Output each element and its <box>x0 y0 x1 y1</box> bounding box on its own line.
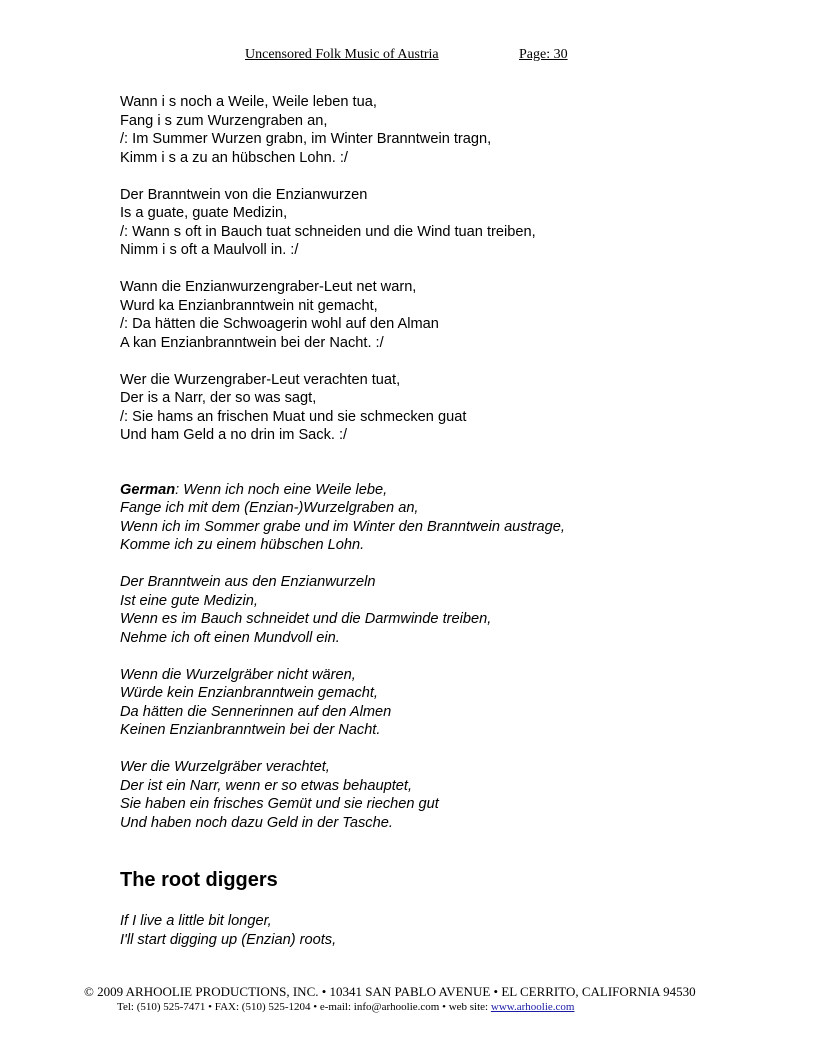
german-translation <box>120 481 740 833</box>
lyric-line: Nimm i s oft a Maulvoll in. :/ <box>120 242 299 258</box>
lyric-line: Ist eine gute Medizin, <box>120 592 258 609</box>
page-header <box>0 47 816 67</box>
dialect-stanza <box>120 186 740 260</box>
lyric-line: Wann die Enzianwurzengraber-Leut net warn, <box>120 279 417 295</box>
lyric-line: /: Wann s oft in Bauch tuat schneiden und die Wind tuan treiben, <box>120 223 536 240</box>
lyric-line: A kan Enzianbranntwein bei der Nacht. :/ <box>120 334 384 351</box>
lyric-line-text: : Wenn ich noch eine Weile lebe, <box>175 481 388 498</box>
lyric-line: Komme ich zu einem hübschen Lohn. <box>120 537 365 553</box>
lyric-line: Kimm i s a zu an hübschen Lohn. :/ <box>120 149 348 166</box>
lyric-line: If I live a little bit longer, <box>120 913 272 929</box>
contact-text: Tel: (510) 525-7471 • FAX: (510) 525-1204 • e-mail: info@arhoolie.com • web site: <box>117 1001 491 1013</box>
lyric-line: Wurd ka Enzianbranntwein nit gemacht, <box>120 297 378 314</box>
lyric-line: Nehme ich oft einen Mundvoll ein. <box>120 629 340 646</box>
lyric-line: /: Im Summer Wurzen grabn, im Winter Branntwein tragn, <box>120 131 492 147</box>
document-body <box>120 93 740 949</box>
lyric-line: Und ham Geld a no drin im Sack. :/ <box>120 427 348 443</box>
lyric-line: Und haben noch dazu Geld in der Tasche. <box>120 814 393 831</box>
lyric-line: Sie haben ein frisches Gemüt und sie riechen gut <box>120 796 439 812</box>
german-stanza <box>120 481 740 555</box>
lyric-line: /: Sie hams an frischen Muat und sie schmecken guat <box>120 408 467 425</box>
lyric-line: I'll start digging up (Enzian) roots, <box>120 931 337 948</box>
german-stanza <box>120 573 740 647</box>
lyric-line: Der is a Narr, der so was sagt, <box>120 390 317 406</box>
lyric-line: /: Da hätten die Schwoagerin wohl auf den Alman <box>120 316 439 332</box>
website-link[interactable]: www.arhoolie.com <box>490 1001 575 1013</box>
dialect-stanza <box>120 278 740 352</box>
lyric-line: Würde kein Enzianbranntwein gemacht, <box>120 685 378 701</box>
english-translation <box>120 912 740 949</box>
lyric-line <box>120 481 740 500</box>
german-label: German <box>120 481 176 498</box>
lyric-line: Der ist ein Narr, wenn er so etwas behauptet, <box>120 777 413 794</box>
lyric-line: Wenn es im Bauch schneidet und die Darmwinde treiben, <box>120 611 492 627</box>
lyric-line: Da hätten die Sennerinnen auf den Almen <box>120 703 392 720</box>
lyric-line: Is a guate, guate Medizin, <box>120 205 288 221</box>
lyric-line: Fange ich mit dem (Enzian-)Wurzelgraben an, <box>120 500 419 516</box>
german-stanza <box>120 758 740 832</box>
lyric-line: Keinen Enzianbranntwein bei der Nacht. <box>120 722 381 738</box>
lyric-line: Wer die Wurzengraber-Leut verachten tuat, <box>120 371 401 388</box>
lyric-line: Der Branntwein von die Enzianwurzen <box>120 186 368 203</box>
lyric-line: Wenn ich im Sommer grabe und im Winter den Branntwein austrage, <box>120 518 565 535</box>
lyric-line: Wann i s noch a Weile, Weile leben tua, <box>120 94 377 110</box>
copyright-line: © 2009 ARHOOLIE PRODUCTIONS, INC. • 10341 SAN PABLO AVENUE • EL CERRITO, CALIFORNIA 94530 <box>84 984 696 999</box>
lyric-line: Wenn die Wurzelgräber nicht wären, <box>120 666 356 683</box>
dialect-stanza <box>120 93 740 167</box>
german-stanza <box>120 666 740 740</box>
contact-line <box>117 1001 574 1013</box>
lyric-line: Der Branntwein aus den Enzianwurzeln <box>120 574 376 590</box>
lyric-line: Wer die Wurzelgräber verachtet, <box>120 759 330 775</box>
lyric-line: Fang i s zum Wurzengraben an, <box>120 112 328 129</box>
dialect-stanza <box>120 371 740 445</box>
document-title: Uncensored Folk Music of Austria <box>245 47 439 62</box>
section-heading: The root diggers <box>120 869 278 891</box>
page-number: Page: 30 <box>519 47 568 62</box>
